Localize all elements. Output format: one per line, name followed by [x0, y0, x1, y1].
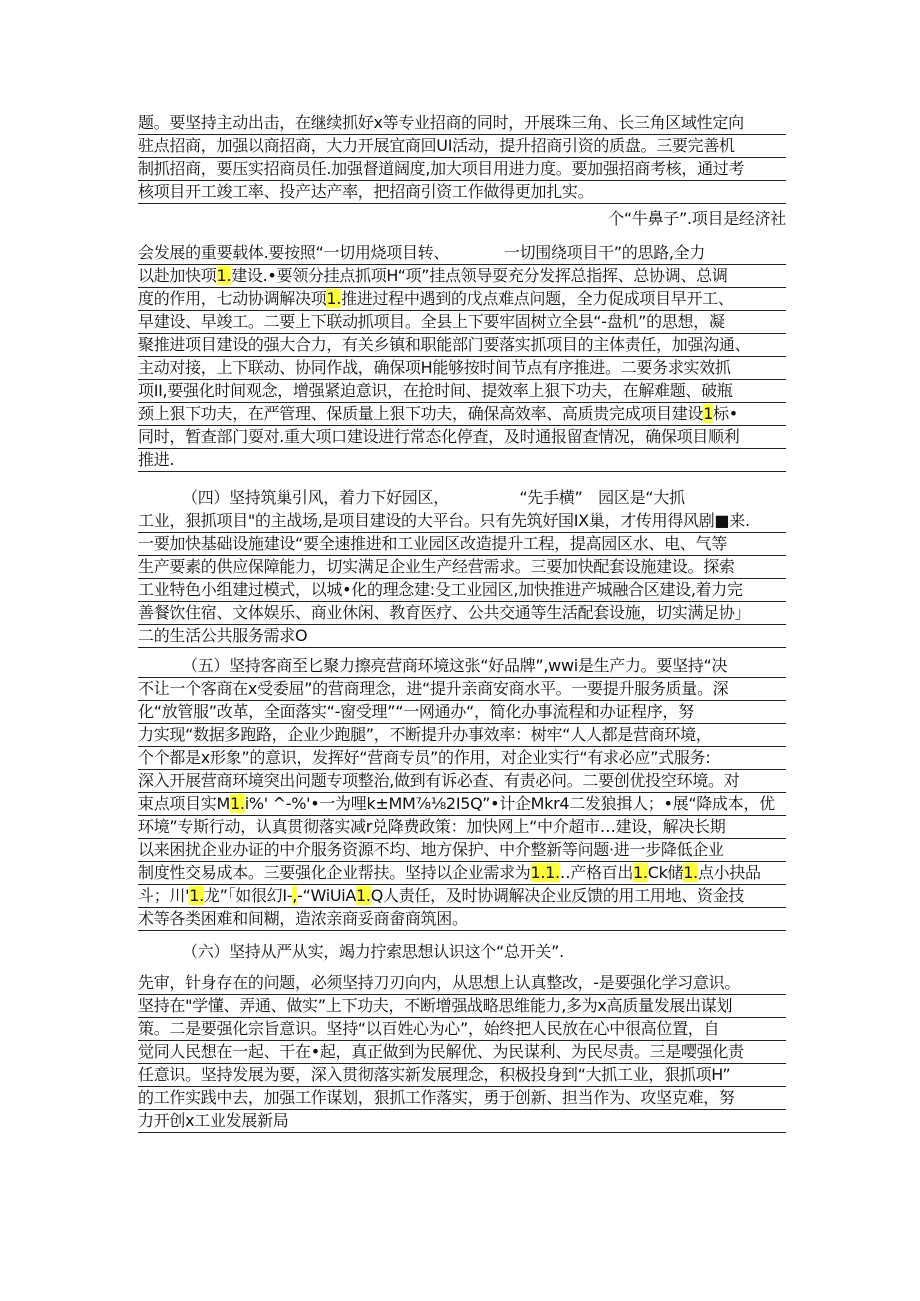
text-line: （六）坚持从严从实，竭力拧索思想认识这个“总开关”.	[182, 942, 564, 961]
text-line: 一要加快基础设施建设“要全速推进和工业园区改造提升工程，提高园区水、电、气等	[138, 533, 786, 556]
text-line: 制抓招商，要压实招商员任.加强督道阔度,加大项目用进力度。要加强招商考核，通过考	[138, 158, 786, 181]
text-line: 生产要素的供应保障能力，切实满足企业生产经营需求。三要加快配套设施建设。探索	[138, 556, 786, 579]
text-line: 驻点招商，加强以商招商，大力开展宜商回UI活动，提升招商引资的质盘。三要完善机	[138, 135, 786, 158]
text-line: 项II,要强化时间观念，增强紧迫意识，在抢时间、提效率上狠下功夫，在解难题、破瓶	[138, 380, 786, 403]
text-line: 颈上狠下功夫，在严管理、保质量上狠下功夫，确保高效率、高质贵完成项目建设1标•	[138, 403, 786, 426]
text-line: 化“放管服”改革，全面落实“-窗受理”“一网通办“，简化办事流程和办证程序，努	[138, 701, 786, 724]
highlighted-text: 1.	[189, 886, 204, 905]
text-line: （五）坚持客商至匕聚力擦亮营商环境这张“好品牌”,wwi是生产力。要坚持“决	[138, 655, 786, 678]
text-line: 斗；川'1.龙”「如很幻I-,-“WiUiA1.Q人责任，及时协调解决企业反馈的用工用地、资金技	[138, 885, 786, 908]
text-line: 主动对接，上下联动、协同作战，确保项H能够按时间节点有序推进。二要务求实效抓	[138, 357, 786, 380]
text-line: 个“牛鼻子”.项目是经济社	[608, 209, 786, 228]
text-line: 术等各类困难和间糊，造浓亲商妥商畲商筑困。	[138, 908, 786, 931]
text-line: 策。二是要强化宗旨意识。坚持“以百姓心为心”，始终把人民放在心中很高位置，自	[138, 1018, 786, 1041]
text-line: 以来困扰企业办证的中介服务资源不均、地方保护、中介整新等问题·进一步降低企业	[138, 839, 786, 862]
text-line: 核项目开工竣工率、投产达产率，把招商引资工作做得更加扎实。	[138, 181, 786, 204]
text-line: 善餐饮住宿、文体娱乐、商业休闲、教育医疗、公共交通等生活配套设施，切实满足协」	[138, 602, 786, 625]
highlighted-text: 1.	[230, 794, 245, 813]
text-line: 题。要坚持主动出击，在继续抓好x等专业招商的同时，开展珠三角、长三角区域性定向	[138, 112, 786, 135]
highlighted-text: 1.	[326, 289, 342, 308]
text-line: 的工作实践中去，加强工作谋划，狠抓工作落实，勇于创新、担当作为、攻坚克难，努	[138, 1087, 786, 1110]
text-line: 不让一个客商在x受委屈”的营商理念，进“提升亲商安商水平。一要提升服务质量。深	[138, 678, 786, 701]
highlighted-text: ,	[292, 886, 298, 905]
text-line: 工业，狠抓项目"的主战场,是项目建设的大平台。只有先筑好国IX巢，才传用得风剧■来.	[138, 510, 786, 533]
highlighted-text: 1.1.	[530, 863, 560, 882]
highlighted-text: 1.	[216, 266, 232, 285]
text-line: 深入开展营商环境突出问题专项整治,做到有诉必查、有责必问。二要创优投空环境。对	[138, 770, 786, 793]
text-line: 工业特色小组建过模式，以城•化的理念建:殳工业园区,加快推进产城融合区建设,着力完	[138, 579, 786, 602]
text-line: 推进.	[138, 449, 786, 472]
text-line: 同时，暂查部门耍对.重大项口建设进行常态化停査，及时通报留查情况，确保项目顺利	[138, 426, 786, 449]
text-line: 力开创x工业发展新局	[138, 1110, 786, 1133]
text-line: 个个都是x形象”的意识，发挥好“营商专员”的作用，对企业实行“有求必应”式服务:	[138, 747, 786, 770]
text-line: 坚持在"学懂、弄通、做实”上下功夫，不断增强战略思维能力,多为x高质量发展出谋划	[138, 995, 786, 1018]
text-line: 束点项目实M1.i%' ^-%'•一为哩k±MM⅞⅛2I5Q”•计企Mkr4二发狼揖人；•展“降成本，优	[138, 793, 786, 816]
text-line: 早建设、早竣工。二要上下联动抓项目。全县上下要牢固树立全县“-盘机”的思想，凝	[138, 311, 786, 334]
text-line: 度的作用，七动协调解决项1.推进过程中遇到的戊点难点问题，全力促成项目早开工、	[138, 288, 786, 311]
highlighted-text: 1.	[633, 863, 648, 882]
text-line: 以赴加快项1.建设.•要领分挂点抓项H“项”挂点领导耍充分发挥总指挥、总协调、总调	[138, 265, 786, 288]
text-line: 会发展的重要载体.要按照“一切用烧项目转、 一切围绕项目干”的思路,全力	[138, 242, 786, 265]
text-line: 环境”专斯行动，认真贯彻落实减r兑降费政策：加快网上“中介超市…建设，解决长期	[138, 816, 786, 839]
highlighted-text: 1.	[356, 886, 371, 905]
text-line: 力实现“数据多跑路，企业少跑腿”，不断提升办事效率：树牢“人人都是营商环境，	[138, 724, 786, 747]
highlighted-text: 1.	[683, 863, 698, 882]
text-line: 觉同人民想在一起、干在•起，真正做到为民解优、为民谋利、为民尽责。三是嘤强化责	[138, 1041, 786, 1064]
text-line: 制度性交易成本。三要强化企业帮扶。坚持以企业需求为1.1.‥产格百出1.Ck储1.点小抉品	[138, 862, 786, 885]
text-line: 二的生活公共服务需求O	[138, 625, 786, 648]
text-line: 任意识。坚持发展为要，深入贯彻落实新发展理念，积极投身到“大抓工业，狠抓项H”	[138, 1064, 786, 1087]
highlighted-text: 1	[703, 404, 714, 423]
text-line: 聚推进项目建设的强大合力，有关乡镇和职能部门要落实抓项目的主体责任，加强沟通、	[138, 334, 786, 357]
text-line: 先审，针身存在的问题，必须坚持刀刃向内，从思想上认真整改，-是要强化学习意识。	[138, 972, 786, 995]
text-line: （四）坚持筑巢引风，着力下好园区， “先手横” 园区是“大抓	[182, 488, 685, 507]
